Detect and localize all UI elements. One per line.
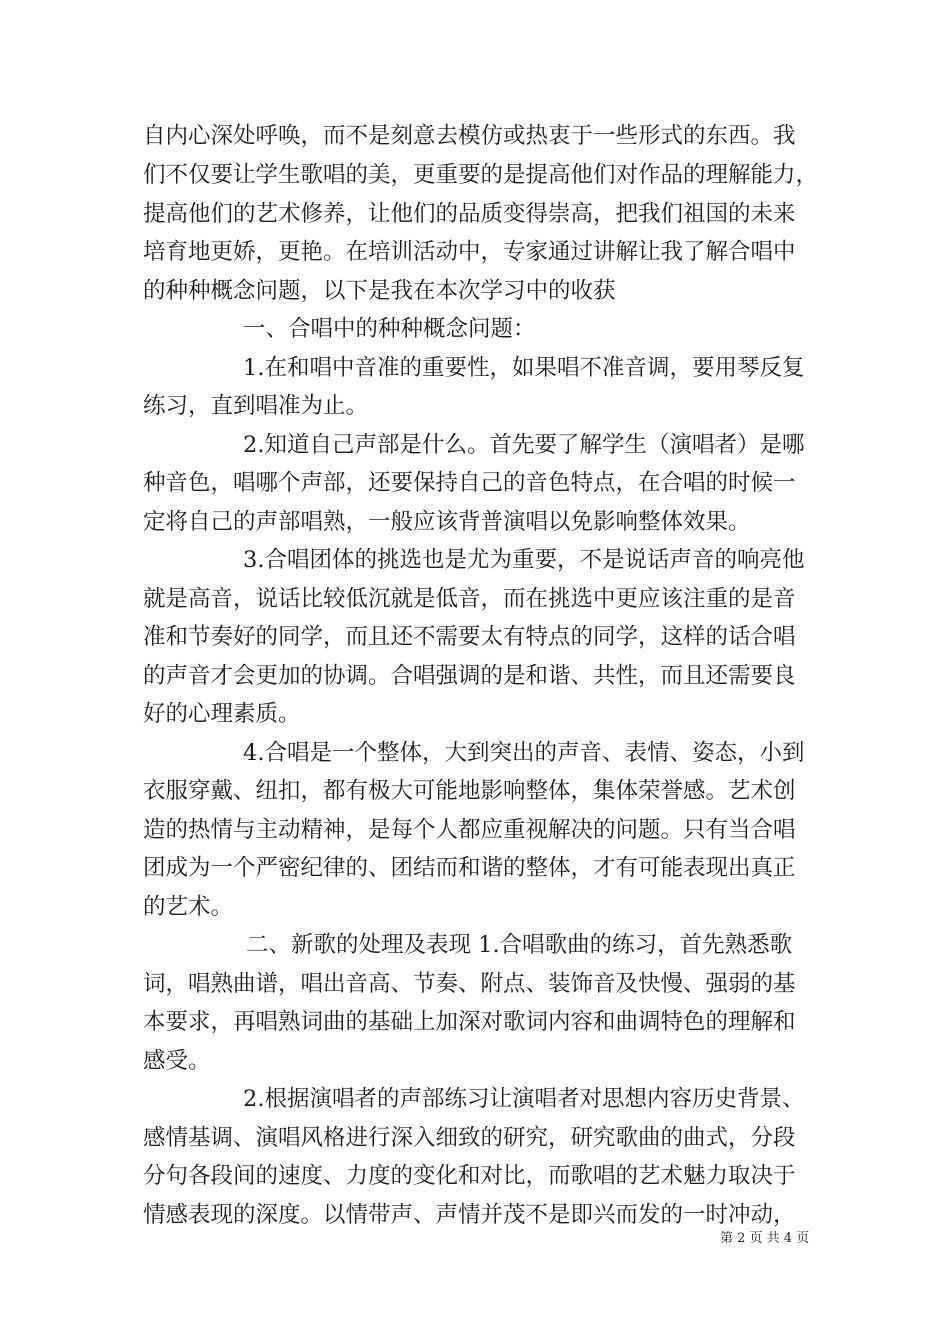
paragraph-line: 感受。 [143,1048,211,1074]
section-heading: 一、合唱中的种种概念问题： [243,316,536,342]
paragraph-line: 定将自己的声部唱熟，一般应该背普演唱以免影响整体效果。 [143,509,751,535]
paragraph-line: 造的热情与主动精神，是每个人都应重视解决的问题。只有当合唱 [143,817,796,843]
paragraph-line: 好的心理素质。 [143,701,301,727]
paragraph-line: 感情基调、演唱风格进行深入细致的研究，研究歌曲的曲式，分段 [143,1125,796,1151]
paragraph-line: 情感表现的深度。以情带声、声情并茂不是即兴而发的一时冲动， [143,1202,796,1228]
paragraph-line: 培育地更娇，更艳。在培训活动中，专家通过讲解让我了解合唱中 [143,239,796,265]
list-item-line: 2.知道自己声部是什么。首先要了解学生（演唱者）是哪 [243,432,805,458]
list-item-line: 1.在和唱中音准的重要性，如果唱不准音调，要用琴反复 [243,355,805,381]
paragraph-line: 准和节奏好的同学，而且还不需要太有特点的同学，这样的话合唱 [143,624,796,650]
paragraph-line: 的艺术。 [143,894,234,920]
list-item-line: 4.合唱是一个整体，大到突出的声音、表情、姿态，小到 [243,740,805,766]
paragraph-line: 自内心深处呼唤，而不是刻意去模仿或热衷于一些形式的东西。我 [143,123,796,149]
paragraph-line: 词，唱熟曲谱，唱出音高、节奏、附点、装饰音及快慢、强弱的基 [143,971,796,997]
paragraph-line: 就是高音，说话比较低沉就是低音，而在挑选中更应该注重的是音 [143,586,796,612]
list-item-line: 3.合唱团体的挑选也是尤为重要，不是说话声音的响亮他 [243,547,805,573]
paragraph-line: 衣服穿戴、纽扣，都有极大可能地影响整体，集体荣誉感。艺术创 [143,778,796,804]
paragraph-line: 的声音才会更加的协调。合唱强调的是和谐、共性，而且还需要良 [143,663,796,689]
section-heading: 二、新歌的处理及表现 1.合唱歌曲的练习，首先熟悉歌 [246,932,793,958]
paragraph-line: 的种种概念问题，以下是我在本次学习中的收获 [143,278,616,304]
page-number-footer: 第 2 页 共 4 页 [720,1231,810,1246]
paragraph-line: 本要求，再唱熟词曲的基础上加深对歌词内容和曲调特色的理解和 [143,1009,796,1035]
paragraph-line: 分句各段间的速度、力度的变化和对比，而歌唱的艺术魅力取决于 [143,1163,796,1189]
list-item-line: 2.根据演唱者的声部练习让演唱者对思想内容历史背景、 [243,1086,805,1112]
paragraph-line: 练习，直到唱准为止。 [143,393,369,419]
paragraph-line: 们不仅要让学生歌唱的美，更重要的是提高他们对作品的理解能力， [143,162,819,188]
paragraph-line: 团成为一个严密纪律的、团结而和谐的整体，才有可能表现出真正 [143,855,796,881]
paragraph-line: 种音色，唱哪个声部，还要保持自己的音色特点，在合唱的时候一 [143,470,796,496]
paragraph-line: 提高他们的艺术修养，让他们的品质变得崇高，把我们祖国的未来 [143,201,796,227]
